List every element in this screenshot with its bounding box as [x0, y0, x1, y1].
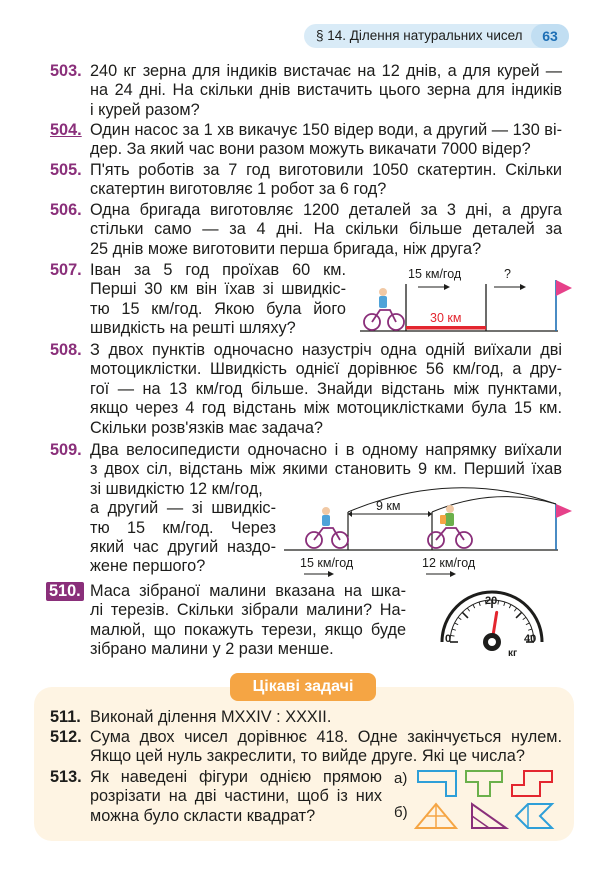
problem-line-wrap	[90, 499, 276, 518]
problem-number: 503.	[50, 62, 82, 80]
cyclist-1-icon	[306, 507, 348, 548]
problem-line: Як наведені фігури однією прямою	[90, 768, 382, 786]
problem-line-wrap	[90, 519, 276, 538]
problem-line: малюй, що покажуть терези, якщо буде	[90, 620, 406, 639]
dial-tick	[479, 602, 480, 606]
problem-line: Сума двох чисел дорівнює 418. Одне закінчується нулем.	[90, 728, 562, 746]
problem-number: 508.	[50, 341, 82, 359]
figure-513-shapes	[392, 766, 562, 832]
row-a-label: а)	[394, 770, 408, 787]
problem-line: лі терезів. Скільки зібрали малини? На-	[90, 601, 406, 620]
problem-number: 511.	[50, 708, 81, 726]
shape-b3	[516, 804, 552, 828]
problem-line: 240 кг зерна для індиків вистачає на 12 днів, а для курей —	[90, 62, 562, 80]
shape-a1	[418, 771, 456, 796]
problem-line: Маса зібраної малини вказана на шка-	[90, 582, 406, 600]
problem-line: Іван за 5 год проїхав 60 км.	[90, 261, 346, 279]
problem-line: Один насос за 1 хв викачує 150 відер води, а другий — 130 ві-	[90, 121, 562, 139]
section-title: § 14. Ділення натуральних чисел	[316, 28, 523, 43]
dial-tick	[455, 623, 459, 625]
problem-line: на 24 дні. На скільки днів вистачить цього зерна для індиків	[90, 81, 562, 100]
dial-tick	[473, 605, 475, 609]
figure-507-diagram	[358, 262, 576, 338]
problem-line: скатертин виготовляє 1 робот за 6 год?	[90, 180, 387, 199]
problem-number: 510.	[46, 582, 84, 601]
problem-line: швидкість на решті шляху?	[90, 319, 296, 338]
problem-line: і курей разом?	[90, 100, 200, 119]
problem-line: зі швидкістю 12 км/год,	[90, 479, 263, 498]
shape-a3	[512, 771, 552, 796]
row-b-label: б)	[394, 804, 408, 821]
problem-line: дер. За який час вони разом можуть викачати 7000 відер?	[90, 140, 531, 159]
problem-line: можна було скласти квадрат?	[90, 806, 316, 825]
problem-line: мотоциклістки. Швидкість однієї дорівнює 56 км/год, а дру-	[90, 360, 562, 379]
dial-tick	[523, 617, 526, 619]
problem-line: який час другий наздо-	[90, 537, 276, 556]
problem-line: Якщо цей нуль закреслити, то вийде друге. Які це числа?	[90, 747, 525, 766]
problem-line: З двох пунктів одночасно назустріч одна одній виїхали дві	[90, 341, 562, 359]
problem-line: зібрано малини у 2 рази менше.	[90, 640, 334, 659]
problem-line: Виконай ділення MXXIV : XXXII.	[90, 708, 332, 726]
weighing-scale-dial	[436, 590, 548, 660]
problem-line: а другий — зі швидкіс-	[90, 499, 276, 518]
dial-tick	[528, 629, 532, 630]
dial-label-20: 20	[485, 595, 498, 607]
unknown-speed-label: ?	[504, 267, 511, 281]
problem-line: П'ять роботів за 7 год виготовили 1050 скатертин. Скільки	[90, 161, 562, 179]
dial-hub-center	[488, 638, 496, 646]
dial-tick	[514, 608, 516, 611]
dial-unit: кг	[508, 648, 518, 659]
shape-a2	[466, 771, 502, 796]
speed-label: 15 км/год	[408, 267, 462, 281]
dial-tick	[509, 605, 511, 609]
first-segment-bar	[406, 326, 486, 330]
problem-line: Перші 30 км він їхав зі швидкіс-	[90, 280, 346, 299]
arrow-head-icon	[328, 571, 334, 577]
problem-line: гої — на 13 км/год більше. Знайди відстань між пунктами,	[90, 379, 562, 398]
dial-tick	[516, 612, 522, 618]
flag-icon	[556, 280, 572, 296]
cyclist-icon	[364, 288, 404, 330]
dial-label-0: 0	[445, 633, 452, 645]
dial-tick	[504, 602, 505, 606]
dial-tick	[498, 601, 499, 605]
figure-509-diagram	[282, 482, 576, 578]
problem-line: стільки само — за 4 дні. На скільки більше деталей за	[90, 220, 562, 239]
page-number: 63	[531, 24, 569, 48]
problem-number: 512.	[50, 728, 82, 746]
problem-line: Два велосипедисти одночасно і в одному напрямку виїхали	[90, 441, 562, 459]
distance-label: 30 км	[430, 311, 462, 325]
problem-line-wrap	[90, 538, 276, 557]
fun-problems-title: Цікаві задачі	[230, 673, 376, 701]
problem-number: 506.	[50, 201, 82, 219]
problem-number: 509.	[50, 441, 82, 459]
shape-b2-line	[472, 816, 489, 828]
speed-2-label: 12 км/год	[422, 556, 476, 570]
dial-tick	[458, 617, 461, 619]
problem-line: Одна бригада виготовляє 1200 деталей за 3 дні, а друга	[90, 201, 562, 219]
section-header	[304, 24, 569, 48]
problem-line: якщо через 4 год відстань між мотоциклістками була 15 км.	[90, 399, 562, 418]
arrow-head-icon	[444, 284, 450, 290]
problem-line: тю 15 км/год. Через	[90, 518, 276, 537]
problem-number: 513.	[50, 768, 82, 786]
arrow-head-icon	[520, 284, 526, 290]
problem-number: 505.	[50, 161, 82, 179]
dial-tick	[462, 612, 468, 618]
problem-line: з двох сіл, відстань між якими становить 9 км. Перший їхав	[90, 460, 562, 479]
problem-line: Скільки розв'язків має задача?	[90, 418, 323, 437]
speed-1-label: 15 км/год	[300, 556, 354, 570]
dial-label-40: 40	[524, 633, 537, 645]
distance-label: 9 км	[376, 499, 401, 513]
problem-line: розрізати на дві частини, щоб із них	[90, 787, 382, 806]
dial-tick	[452, 629, 456, 630]
shape-b2	[472, 804, 506, 828]
dial-tick	[526, 623, 530, 625]
problem-line: тю 15 км/год. Якою була його	[90, 299, 346, 318]
arrow-head-icon	[450, 571, 456, 577]
problem-number: 504.	[50, 121, 82, 139]
problem-number: 507.	[50, 261, 82, 279]
problem-line: 25 днів може виготовити перша бригада, ніж друга?	[90, 239, 482, 258]
dial-tick	[467, 608, 469, 611]
problem-line: жене першого?	[90, 557, 206, 576]
flag-icon	[556, 504, 572, 518]
